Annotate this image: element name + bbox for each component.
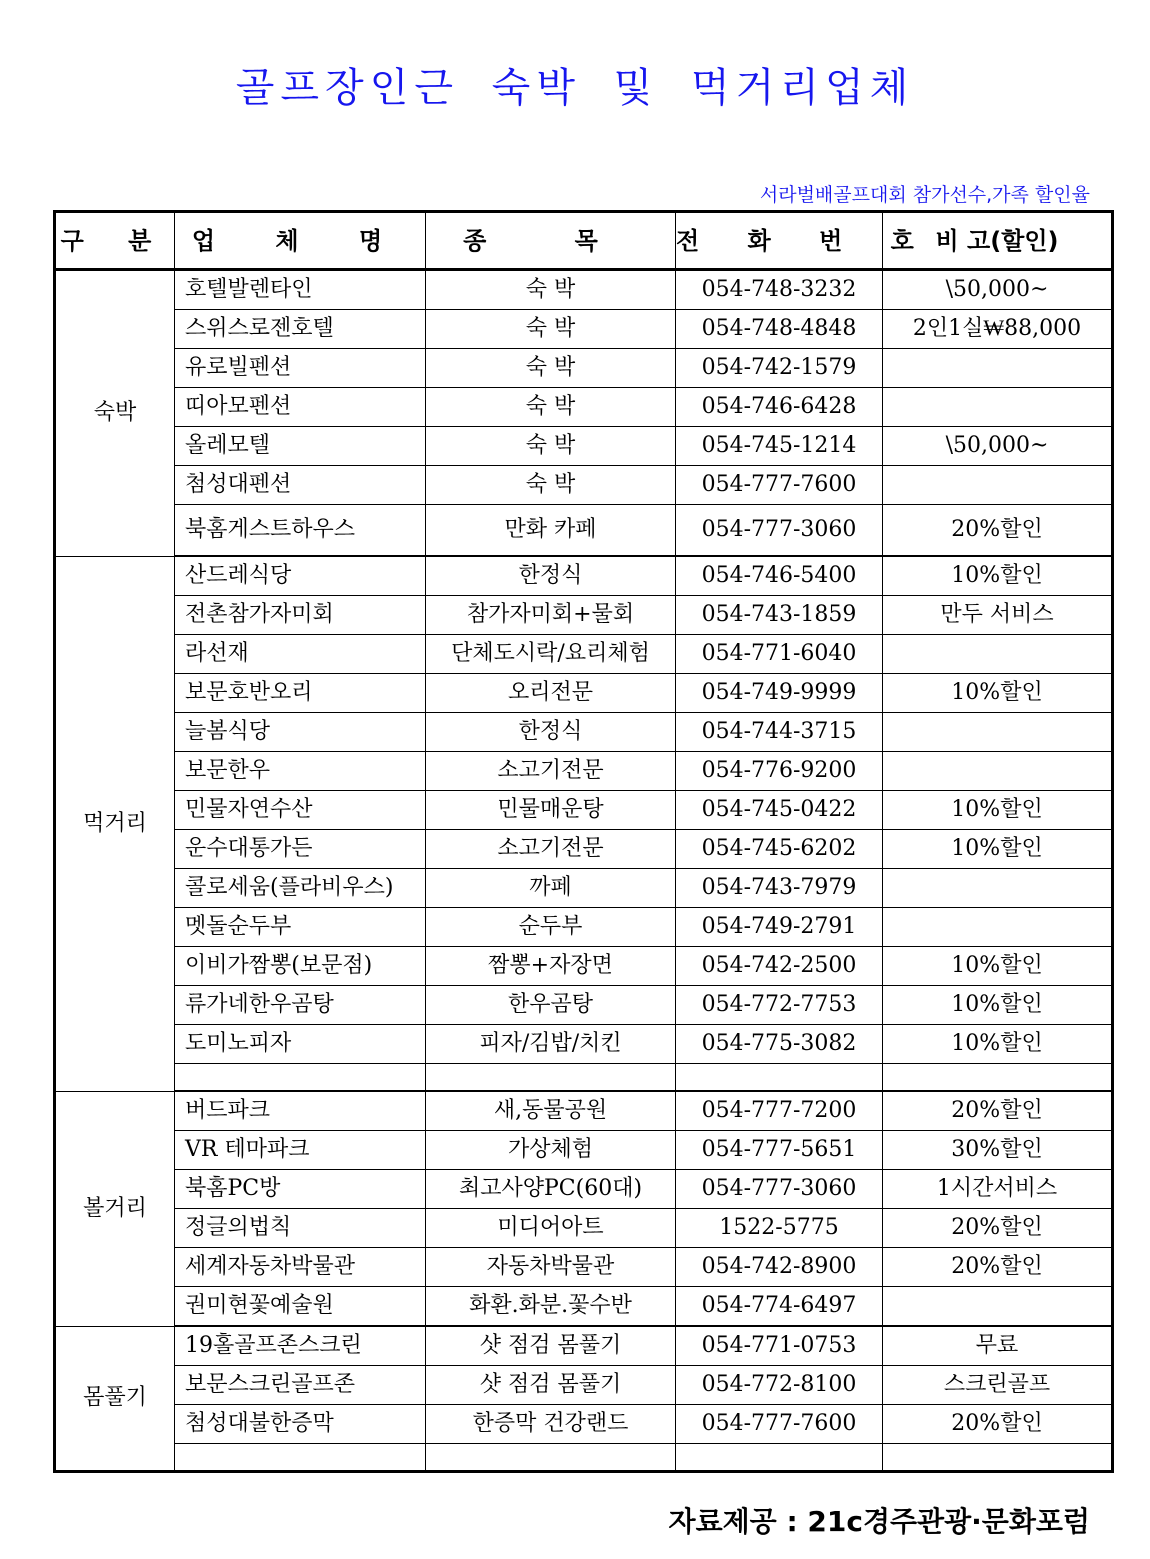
vendor-note: 무료 [883,1326,1113,1366]
vendor-name: 이비가짬뽕(보문점) [175,947,426,986]
vendor-phone: 054-774-6497 [676,1287,883,1327]
vendor-name: 라선재 [175,635,426,674]
vendor-phone: 054-742-1579 [676,349,883,388]
vendor-phone: 054-749-2791 [676,908,883,947]
table-row [55,270,1113,310]
vendor-phone: 054-775-3082 [676,1025,883,1064]
table-row [55,947,1113,986]
vendor-name: 도미노피자 [175,1025,426,1064]
table-body [55,270,1113,1472]
vendor-phone: 054-771-0753 [676,1326,883,1366]
table-row [55,349,1113,388]
table-row [55,1366,1113,1405]
vendor-phone: 054-744-3715 [676,713,883,752]
vendor-name: 산드레식당 [175,556,426,596]
vendor-name: 전촌참가자미회 [175,596,426,635]
table-row [55,1287,1113,1327]
vendor-category: 숙 박 [426,349,676,388]
source-credit: 자료제공 : 21c경주관광·문화포럼 [668,1505,1090,1538]
vendor-note: 1시간서비스 [883,1170,1113,1209]
vendor-name: 스위스로젠호텔 [175,310,426,349]
table-row [55,1405,1113,1444]
vendor-note [883,466,1113,505]
vendor-name: 보문스크린골프존 [175,1366,426,1405]
vendor-note: 30%할인 [883,1131,1113,1170]
table-row [55,713,1113,752]
vendor-category: 오리전문 [426,674,676,713]
table-row [55,1326,1113,1366]
vendor-note [883,388,1113,427]
table-row [55,869,1113,908]
table-row [55,1064,1113,1092]
vendor-category: 자동차박물관 [426,1248,676,1287]
vendor-category: 숙 박 [426,310,676,349]
vendor-name: 세계자동차박물관 [175,1248,426,1287]
table-row [55,752,1113,791]
table-row [55,1025,1113,1064]
vendor-note [883,908,1113,947]
vendor-phone: 054-772-8100 [676,1366,883,1405]
table-row [55,908,1113,947]
vendor-category: 단체도시락/요리체험 [426,635,676,674]
vendor-category: 가상체험 [426,1131,676,1170]
vendor-phone [676,1064,883,1092]
vendor-name: 권미현꽃예술원 [175,1287,426,1327]
vendor-phone: 054-771-6040 [676,635,883,674]
vendor-phone: 054-777-7200 [676,1091,883,1131]
vendor-category: 순두부 [426,908,676,947]
vendor-phone: 054-746-5400 [676,556,883,596]
vendor-name: VR 테마파크 [175,1131,426,1170]
vendor-name: 보문호반오리 [175,674,426,713]
table-row [55,427,1113,466]
vendor-name: 늘봄식당 [175,713,426,752]
vendor-note [883,752,1113,791]
group-label: 몸풀기 [55,1326,175,1472]
vendor-category: 한우곰탕 [426,986,676,1025]
table-header-row [55,212,1113,270]
vendor-name: 민물자연수산 [175,791,426,830]
vendor-name: 정글의법칙 [175,1209,426,1248]
vendor-name: 호텔발렌타인 [175,270,426,310]
vendor-category: 숙 박 [426,466,676,505]
header-category: 종 목 [426,212,676,270]
header-phone: 전 화 번 호 [676,212,883,270]
vendor-note: 만두 서비스 [883,596,1113,635]
vendor-phone: 1522-5775 [676,1209,883,1248]
vendor-note [883,1444,1113,1472]
header-type: 구 분 [55,212,175,270]
vendor-note: 20%할인 [883,505,1113,557]
vendor-note [883,869,1113,908]
group-label: 숙박 [55,270,175,557]
vendor-category: 샷 점검 몸풀기 [426,1366,676,1405]
vendor-note: 10%할인 [883,674,1113,713]
vendor-name: 북홈PC방 [175,1170,426,1209]
vendor-phone: 054-777-5651 [676,1131,883,1170]
vendor-category: 화환.화분.꽃수반 [426,1287,676,1327]
vendor-note: 10%할인 [883,791,1113,830]
vendor-phone: 054-777-3060 [676,1170,883,1209]
vendor-category: 한증막 건강랜드 [426,1405,676,1444]
table-row [55,830,1113,869]
vendor-note: 20%할인 [883,1091,1113,1131]
vendor-note [883,713,1113,752]
vendor-name: 류가네한우곰탕 [175,986,426,1025]
vendor-name: 보문한우 [175,752,426,791]
vendor-phone: 054-743-1859 [676,596,883,635]
vendor-phone: 054-745-1214 [676,427,883,466]
vendor-note [883,349,1113,388]
vendor-name [175,1444,426,1472]
vendor-phone: 054-742-8900 [676,1248,883,1287]
vendor-category [426,1444,676,1472]
vendor-name: 유로빌펜션 [175,349,426,388]
vendor-name: 띠아모펜션 [175,388,426,427]
vendor-category: 소고기전문 [426,752,676,791]
vendor-note: 20%할인 [883,1209,1113,1248]
table-row [55,388,1113,427]
vendor-note: 2인1실₩88,000 [883,310,1113,349]
vendor-note: 10%할인 [883,947,1113,986]
vendor-name [175,1064,426,1092]
table-row [55,596,1113,635]
page-title: 골프장인근 숙박 및 먹거리업체 [235,65,915,111]
table-row [55,674,1113,713]
table-row [55,635,1113,674]
vendor-category: 참가자미회+물회 [426,596,676,635]
vendor-category: 숙 박 [426,388,676,427]
table-row [55,310,1113,349]
vendor-phone: 054-777-7600 [676,466,883,505]
vendor-name: 첨성대펜션 [175,466,426,505]
discount-subtitle: 서라벌배골프대회 참가선수,가족 할인율 [759,184,1090,206]
vendor-name: 북홈게스트하우스 [175,505,426,557]
vendor-category: 최고사양PC(60대) [426,1170,676,1209]
vendor-phone: 054-745-6202 [676,830,883,869]
vendor-category [426,1064,676,1092]
header-note: 비 고(할인) [883,212,1113,270]
vendor-phone: 054-743-7979 [676,869,883,908]
vendor-note: 20%할인 [883,1248,1113,1287]
vendor-table [53,210,1114,1473]
vendor-name: 버드파크 [175,1091,426,1131]
vendor-name: 콜로세움(플라비우스) [175,869,426,908]
table-row [55,791,1113,830]
vendor-category: 샷 점검 몸풀기 [426,1326,676,1366]
vendor-name: 운수대통가든 [175,830,426,869]
vendor-phone: 054-742-2500 [676,947,883,986]
vendor-note [883,635,1113,674]
vendor-name: 19홀골프존스크린 [175,1326,426,1366]
table-row [55,1091,1113,1131]
vendor-name: 올레모텔 [175,427,426,466]
vendor-note: 20%할인 [883,1405,1113,1444]
vendor-phone: 054-772-7753 [676,986,883,1025]
header-name: 업 체 명 [175,212,426,270]
table-row [55,1170,1113,1209]
vendor-note [883,1287,1113,1327]
vendor-phone: 054-746-6428 [676,388,883,427]
vendor-note: 10%할인 [883,1025,1113,1064]
table-row [55,1131,1113,1170]
table-row [55,466,1113,505]
vendor-phone: 054-749-9999 [676,674,883,713]
vendor-note: 10%할인 [883,830,1113,869]
vendor-note [883,1064,1113,1092]
table-row [55,1248,1113,1287]
vendor-phone: 054-777-3060 [676,505,883,557]
vendor-phone [676,1444,883,1472]
vendor-note: 10%할인 [883,556,1113,596]
vendor-phone: 054-748-4848 [676,310,883,349]
vendor-note: \50,000~ [883,270,1113,310]
vendor-name: 첨성대불한증막 [175,1405,426,1444]
table-row [55,986,1113,1025]
vendor-phone: 054-777-7600 [676,1405,883,1444]
table-row [55,556,1113,596]
vendor-category: 까페 [426,869,676,908]
vendor-note: \50,000~ [883,427,1113,466]
vendor-phone: 054-745-0422 [676,791,883,830]
group-label: 볼거리 [55,1091,175,1326]
vendor-category: 한정식 [426,556,676,596]
vendor-category: 소고기전문 [426,830,676,869]
vendor-category: 민물매운탕 [426,791,676,830]
vendor-category: 피자/김밥/치킨 [426,1025,676,1064]
group-label: 먹거리 [55,556,175,1091]
vendor-phone: 054-776-9200 [676,752,883,791]
vendor-category: 숙 박 [426,270,676,310]
vendor-category: 짬뽕+자장면 [426,947,676,986]
vendor-note: 스크린골프 [883,1366,1113,1405]
vendor-name: 멧돌순두부 [175,908,426,947]
table-row [55,1444,1113,1472]
vendor-phone: 054-748-3232 [676,270,883,310]
vendor-category: 한정식 [426,713,676,752]
vendor-category: 숙 박 [426,427,676,466]
vendor-note: 10%할인 [883,986,1113,1025]
vendor-category: 새,동물공원 [426,1091,676,1131]
vendor-category: 미디어아트 [426,1209,676,1248]
table-row [55,505,1113,557]
table-row [55,1209,1113,1248]
vendor-category: 만화 카페 [426,505,676,557]
